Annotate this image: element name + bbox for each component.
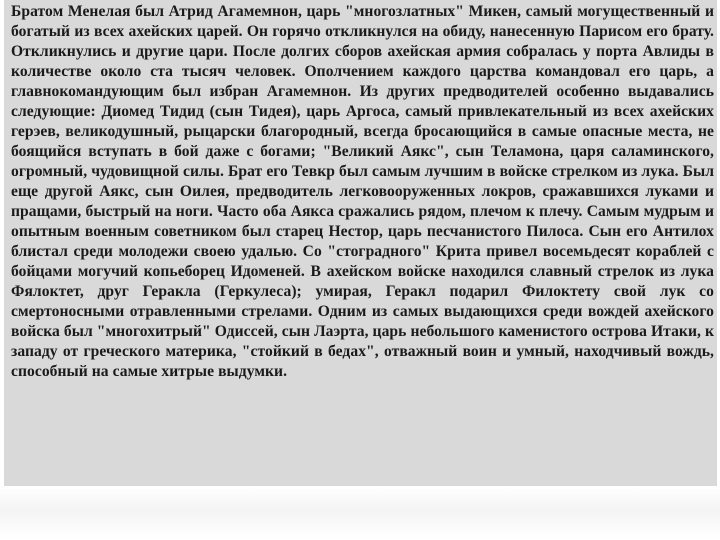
text-frame [4, 0, 717, 486]
bottom-shadow [0, 486, 720, 540]
body-paragraph: Братом Менелая был Атрид Агамемнон, царь "многозлатных" Микен, самый могущественный и богатый из всех ахейских царей. Он горячо откликнулся на обиду, нанесенную Парисом его брату. Откликнулись и другие цари. После долгих сборов ахейская армия собралась у порта Авлиды в количестве около ста тысяч человек. Ополчением каждого царства командовал его царь, а главнокомандующим был избран Агамемнон. Из других предводителей особенно выдавались следующие: Диомед Тидид (сын Тидея), царь Аргоса, самый привлекательный из всех ахейских герэев, великодушный, рыцарски благородный, всегда бросающийся в самые опасные места, не боящийся вступать в бой даже с богами; "Великий Аякс", сын Теламона, царя саламинского, огромный, чудовищной силы. Брат его Тевкр был самым лучшим в войске стрелком из лука. Был еще другой Аякс, сын Оилея, предводитель легковооруженных локров, сражавшихся луками и пращами, быстрый на ноги. Часто оба Аякса сражались рядом, плечом к плечу. Самым мудрым и опытным военным советником был старец Нестор, царь песчанистого Пилоса. Сын его Антилох блистал среди молодежи своею удалью. Со "стоградного" Крита привел восемьдесят кораблей с бойцами могучий копьеборец Идоменей. В ахейском войске находился славный стрелок из лука Фялоктет, друг Геракла (Геркулеса); умирая, Геракл подарил Филоктету свой лук со смертоносными отравленными стрелами. Одним из самых выдающихся среди вождей ахейского войска был "многохитрый" Одиссей, сын Лаэрта, царь небольшого каменистого острова Итаки, к западу от греческого материка, "стойкий в бедах", отважный воин и умный, находчивый вождь, способный на самые хитрые выдумки. [11, 3, 714, 380]
